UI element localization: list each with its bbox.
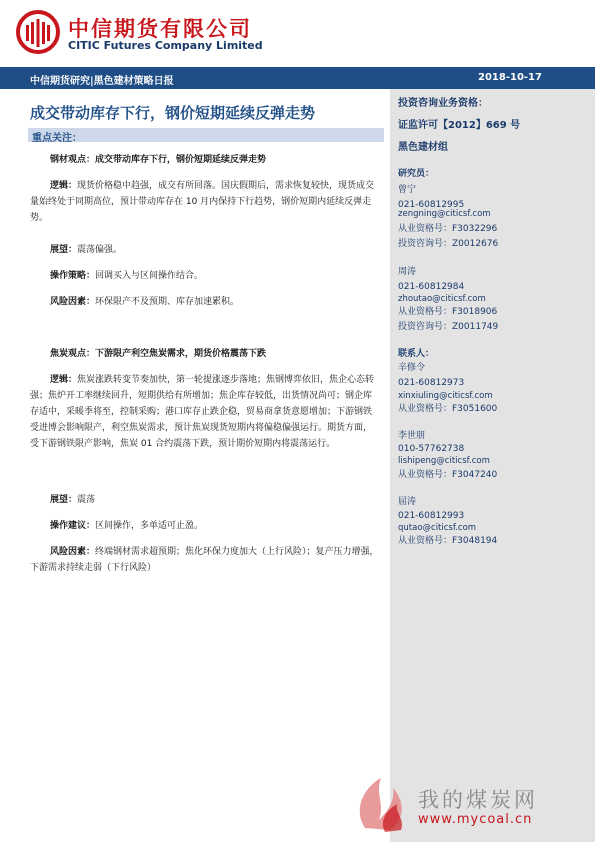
coke-outlook-text: 震荡: [77, 495, 96, 505]
contact-phone: 010-57762738: [398, 444, 465, 454]
contact-name: 辛修令: [398, 363, 426, 373]
contact-email[interactable]: qutao@citicsf.com: [398, 523, 477, 533]
researcher-invest: 投资咨询号：Z0012676: [398, 239, 499, 249]
steel-outlook-label: 展望：: [50, 245, 78, 255]
contact-name: 李世朋: [398, 431, 426, 441]
researcher-name: 周涛: [398, 267, 417, 277]
citic-logo-icon: [16, 10, 60, 54]
contact-phone: 021-60812993: [398, 511, 465, 521]
coke-logic: [30, 372, 380, 452]
coke-view-label: 焦炭观点：: [50, 349, 96, 359]
report-title: 成交带动库存下行，钢价短期延续反弹走势: [30, 104, 316, 122]
watermark-cn: 我的煤炭网: [418, 788, 538, 812]
coke-outlook: [30, 492, 380, 508]
steel-view-text: 成交带动库存下行，钢价短期延续反弹走势: [95, 155, 267, 165]
coke-advice: [30, 518, 380, 534]
steel-risk-text: 环保限产不及预期、库存加速累积。: [95, 297, 240, 307]
license-number: 证监许可【2012】669 号: [398, 120, 521, 131]
coke-logic-label: 逻辑：: [50, 375, 78, 385]
researcher-email[interactable]: zengning@citicsf.com: [398, 209, 491, 219]
steel-logic-text: 现货价格稳中趋强，成交有所回落。国庆假期后，需求恢复较快，现货成交量始终处于同期高位，预计带动库存在 10 月内保持下行趋势，钢价短期内延续反弹走势。: [30, 181, 375, 223]
contact-cert: 从业资格号：F3047240: [398, 470, 498, 480]
steel-logic: [30, 178, 380, 226]
coke-logic-text: 焦炭涨跌转变节奏加快，第一轮提涨逐步落地；焦钢博弈依旧，焦企心态转强；焦炉开工率继续回升，短期供给有所增加；焦企库存较低，出货情况尚可；钢企库存适中，采暖季将至，控制采购；港口库存止跌企稳，贸易商拿货意愿增加；下游钢铁受进博会影响限产，利空焦炭需求，预计焦炭现货短期内将偏稳偏强运行。期货方面，受下游钢铁限产影响，焦炭 01 合约震荡下跌，预计期价短期内将震荡运行。: [30, 375, 375, 449]
steel-logic-label: 逻辑：: [50, 181, 78, 191]
group-name: 黑色建材组: [398, 142, 448, 153]
steel-strategy-text: 回调买入与区间操作结合。: [95, 271, 204, 281]
coke-risk-label: 风险因素：: [50, 547, 96, 557]
report-date: 2018-10-17: [478, 72, 542, 83]
contact-cert: 从业资格号：F3048194: [398, 536, 498, 546]
steel-strategy: [30, 268, 380, 284]
qualification-heading: 投资咨询业务资格：: [398, 98, 488, 109]
company-name-en: CITIC Futures Company Limited: [68, 39, 263, 52]
steel-risk-label: 风险因素：: [50, 297, 96, 307]
steel-strategy-label: 操作策略：: [50, 271, 96, 281]
report-series-title: 中信期货研究|黑色建材策略日报: [30, 76, 174, 87]
coke-view: [30, 346, 380, 362]
coke-risk-text: 终端钢材需求超预期；焦化环保力度加大（上行风险）；复产压力增强，下游需求持续走弱（下行风险）: [30, 547, 379, 573]
researcher-name: 曾宁: [398, 185, 417, 195]
researcher-cert: 从业资格号：F3018906: [398, 307, 498, 317]
coke-advice-label: 操作建议：: [50, 521, 96, 531]
focus-label: 重点关注：: [32, 133, 82, 144]
researcher-email[interactable]: zhoutao@citicsf.com: [398, 294, 486, 304]
researcher-invest: 投资咨询号：Z0011749: [398, 322, 499, 332]
steel-outlook: [30, 242, 380, 258]
watermark-url: www.mycoal.cn: [418, 812, 533, 827]
company-name-cn: 中信期货有限公司: [68, 17, 252, 41]
steel-risk: [30, 294, 380, 310]
steel-outlook-text: 震荡偏强。: [77, 245, 123, 255]
researcher-phone: 021-60812995: [398, 200, 465, 210]
steel-view-label: 钢材观点：: [50, 155, 96, 165]
contact-email[interactable]: xinxiuling@citicsf.com: [398, 391, 493, 401]
researchers-label: 研究员：: [398, 169, 435, 179]
contacts-label: 联系人：: [398, 349, 435, 359]
contact-email[interactable]: lishipeng@citicsf.com: [398, 456, 490, 466]
researcher-cert: 从业资格号：F3032296: [398, 224, 498, 234]
coke-advice-text: 区间操作，多单适可止盈。: [95, 521, 204, 531]
contact-cert: 从业资格号：F3051600: [398, 404, 498, 414]
coke-view-text: 下游限产利空焦炭需求，期货价格震荡下跌: [95, 349, 267, 359]
researcher-phone: 021-60812984: [398, 282, 465, 292]
steel-view: [30, 152, 380, 168]
contact-phone: 021-60812973: [398, 378, 465, 388]
coke-risk: [30, 544, 380, 576]
coke-outlook-label: 展望：: [50, 495, 78, 505]
contact-name: 屈涛: [398, 497, 417, 507]
